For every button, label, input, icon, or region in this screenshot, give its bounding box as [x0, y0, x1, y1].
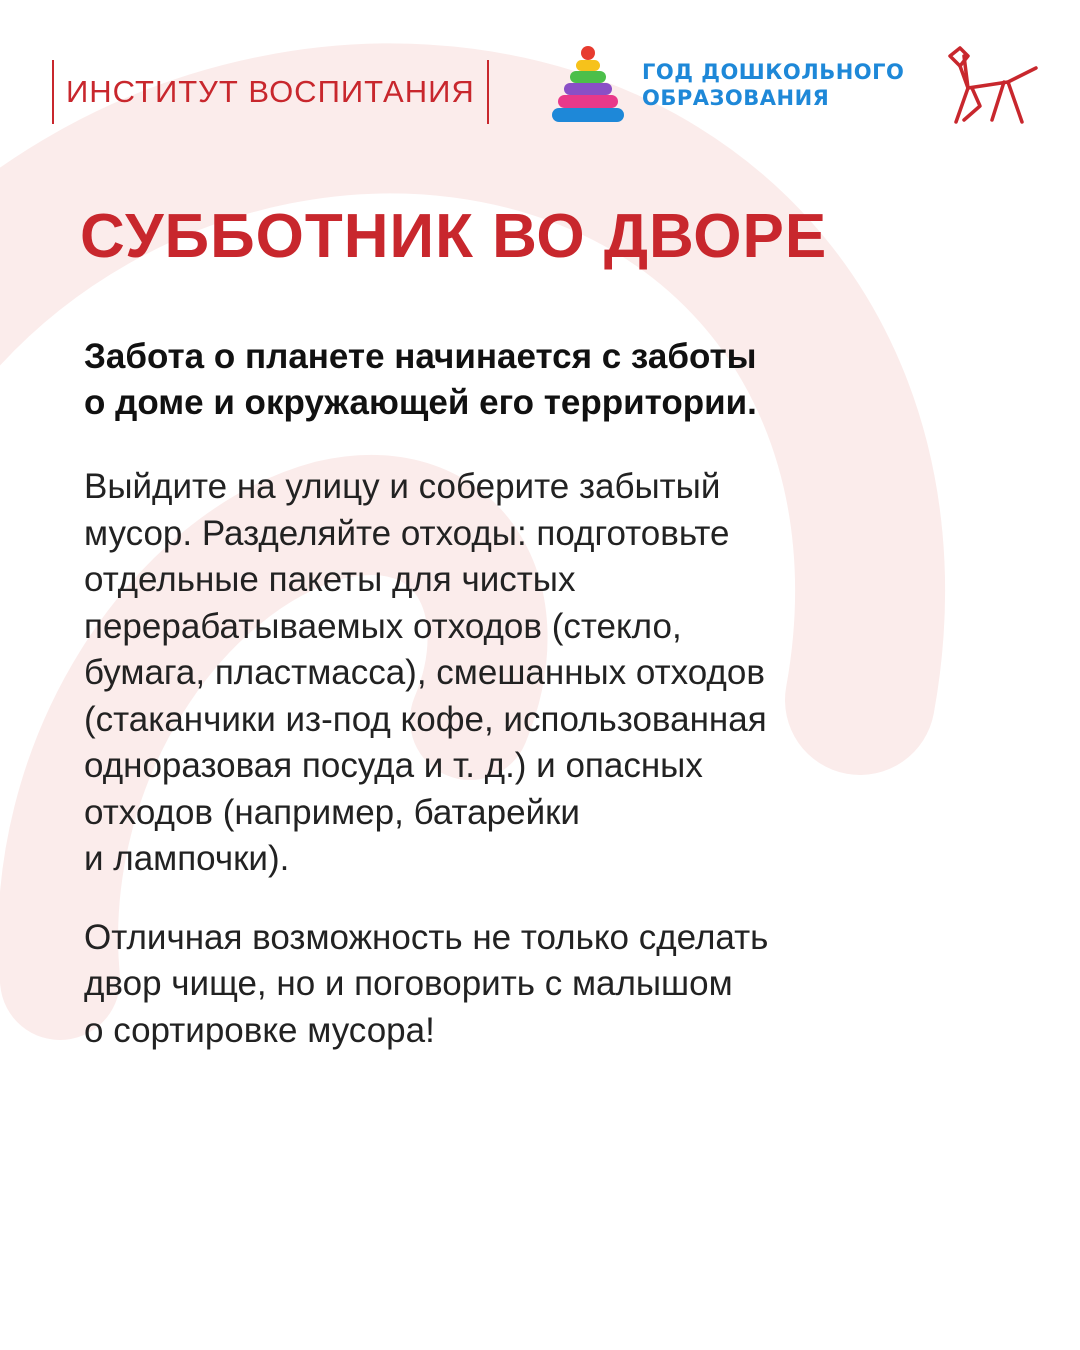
preschool-year-text — [642, 59, 904, 111]
year-logo-line2: ОБРАЗОВАНИЯ — [642, 86, 830, 110]
closing-paragraph: Отличная возможность не только сделать двор чище, но и поговорить с малышом о сортировке мусора! — [84, 917, 769, 1050]
preschool-year-logo — [550, 44, 904, 126]
instruction-paragraph: Выйдите на улицу и соберите забытый мусор. Разделяйте отходы: подготовьте отдельные пакеты для чистых перерабатываемых отходов (стекло, бумага, пластмасса), смешанных отходов (стаканчики из-под кофе, использованная одноразовая посуда и т. д.) и опасных отходов (например, батарейки и лампочки). — [84, 467, 767, 878]
main-content — [80, 200, 984, 1086]
institute-label: ИНСТИТУТ ВОСПИТАНИЯ — [66, 74, 475, 109]
toy-pyramid-icon — [550, 44, 626, 126]
institute-logo — [52, 60, 489, 124]
lead-text: Забота о планете начинается с заботы о доме и окружающей его территории. — [84, 337, 757, 422]
year-logo-line1: ГОД ДОШКОЛЬНОГО — [642, 60, 905, 84]
header — [0, 0, 1080, 170]
page-title: СУББОТНИК ВО ДВОРЕ — [80, 202, 828, 271]
wooden-horse-icon — [946, 44, 1038, 124]
